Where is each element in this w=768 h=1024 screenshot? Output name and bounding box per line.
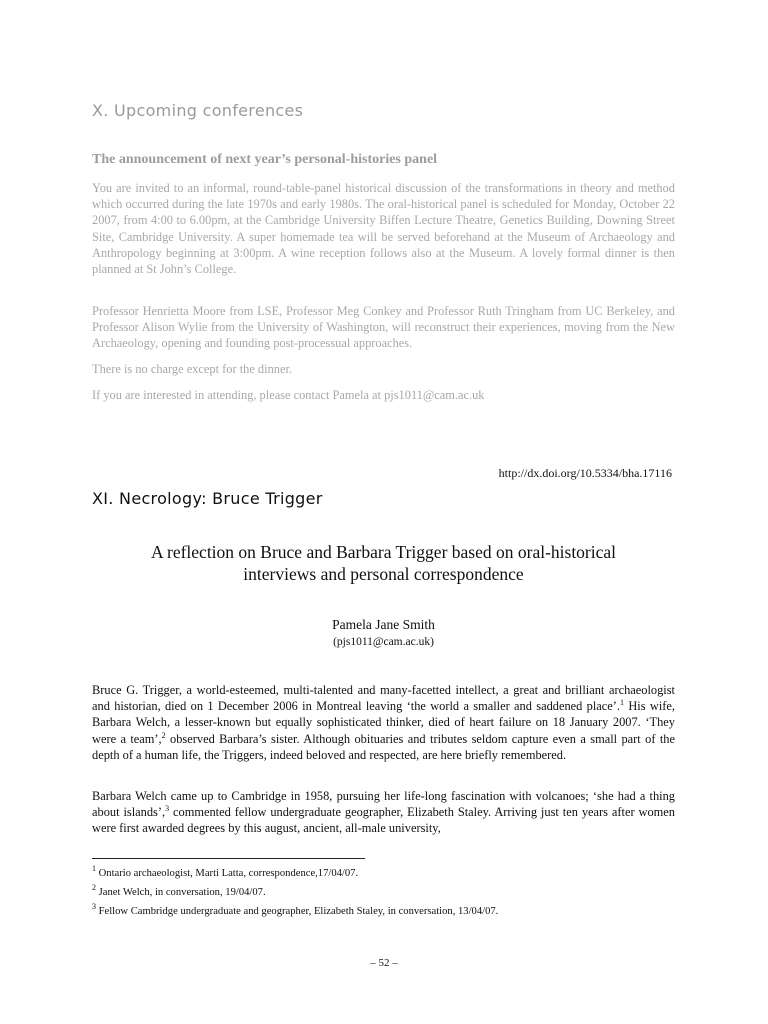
- footnote-number: 3: [92, 902, 96, 911]
- article-author: Pamela Jane Smith: [332, 617, 435, 632]
- body-text: Bruce G. Trigger, a world-esteemed, multi-talented and many-facetted intellect, a great and brilliant archaeologist and historian, died on 1 December 2006 in Montreal leaving ‘the world a smaller and saddened place’.: [92, 683, 675, 714]
- body-text: observed Barbara’s sister. Although obituaries and tributes seldom capture even a small part of the depth of a human life, the Triggers, indeed beloved and respected, are here briefly remembered.: [92, 731, 675, 762]
- doi-link[interactable]: http://dx.doi.org/10.5334/bha.17116: [498, 466, 672, 480]
- footnote-3: [92, 902, 499, 917]
- author-email[interactable]: (pjs1011@cam.ac.uk): [333, 636, 434, 648]
- footnote-2: [92, 883, 266, 898]
- body-text: commented fellow undergraduate geographer, Elizabeth Staley. Arriving just ten years after women were first awarded degrees by this august, ancient, all-male university,: [92, 805, 675, 836]
- panel-speakers-paragraph: Professor Henrietta Moore from LSE, Professor Meg Conkey and Professor Ruth Tringham from UC Berkeley, and Professor Alison Wylie from the University of Washington, will reconstruct their experiences, moving from the New Archaeology, opening and founding post-processual approaches.: [92, 304, 675, 351]
- footnote-number: 2: [92, 883, 96, 892]
- footnote-ref-2[interactable]: 2: [161, 730, 166, 740]
- article-title: [92, 541, 675, 585]
- article-title-line-2: interviews and personal correspondence: [243, 564, 524, 584]
- footnote-1: [92, 864, 359, 879]
- body-paragraph-2: [92, 788, 675, 837]
- section-heading-upcoming-conferences: X. Upcoming conferences: [92, 101, 304, 120]
- footnote-text: Ontario archaeologist, Marti Latta, correspondence,17/04/07.: [96, 868, 359, 879]
- panel-contact-paragraph: If you are interested in attending, please contact Pamela at pjs1011@cam.ac.uk: [92, 388, 485, 402]
- footnote-number: 1: [92, 864, 96, 873]
- article-title-line-1: A reflection on Bruce and Barbara Trigger based on oral-historical: [150, 542, 617, 562]
- footnote-text: Fellow Cambridge undergraduate and geographer, Elizabeth Staley, in conversation, 13/04/07.: [96, 906, 499, 917]
- panel-invitation-paragraph: You are invited to an informal, round-table-panel historical discussion of the transformations in theory and method which occurred during the late 1970s and early 1980s. The oral-historical panel is scheduled for Monday, October 22 2007, from 4:00 to 6.00pm, at the Cambridge University Biffen Lecture Theatre, Genetics Building, Downing Street Site, Cambridge University. A super homemade tea will be served beforehand at the Museum of Archaeology and Anthropology beginning at 3:00pm. A wine reception follows also at the Museum. A lovely formal dinner is then planned at St John’s College.: [92, 181, 675, 277]
- section-heading-necrology: XI. Necrology: Bruce Trigger: [92, 489, 323, 508]
- page-number: – 52 –: [370, 957, 398, 969]
- body-paragraph-1: [92, 682, 675, 763]
- footnote-ref-1[interactable]: 1: [620, 698, 625, 708]
- footnote-divider: [92, 858, 365, 859]
- footnote-ref-3[interactable]: 3: [165, 804, 170, 814]
- body-text: His wife, Barbara Welch, a lesser-known but equally sophisticated thinker, died of heart failure on 18 January 2007. ‘They were a team’,: [92, 699, 675, 746]
- footnote-text: Janet Welch, in conversation, 19/04/07.: [96, 887, 266, 898]
- body-text: Barbara Welch came up to Cambridge in 1958, pursuing her life-long fascination with volcanoes; ‘she had a thing about islands’,: [92, 789, 675, 820]
- panel-charge-paragraph: There is no charge except for the dinner.: [92, 362, 293, 376]
- panel-announcement-subheading: The announcement of next year’s personal-histories panel: [92, 152, 438, 167]
